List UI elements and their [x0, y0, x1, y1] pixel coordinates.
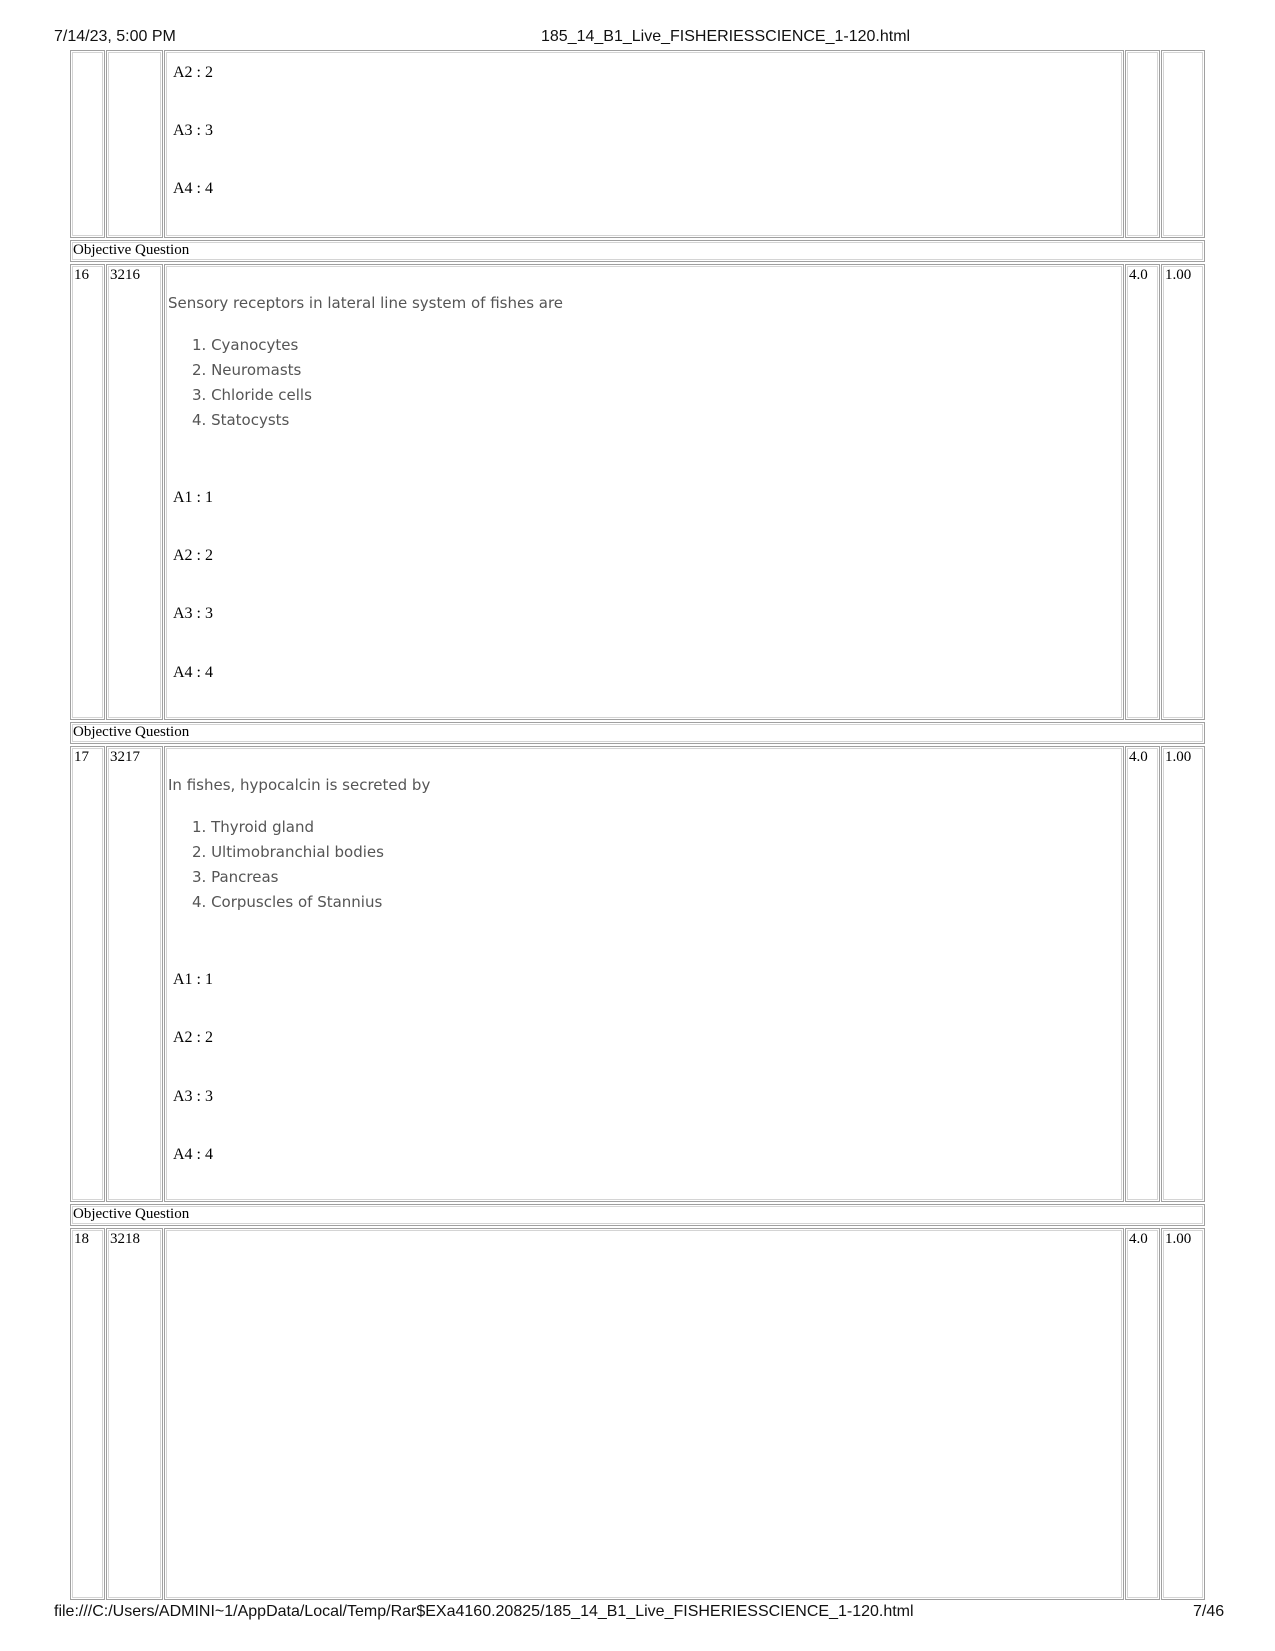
- choice-item: 1. Thyroid gland: [192, 818, 315, 836]
- section-label: Objective Question: [73, 242, 190, 258]
- choice-item: 4. Statocysts: [192, 411, 290, 429]
- marks-cell: [1125, 264, 1160, 720]
- section-label-row: [70, 722, 1205, 744]
- answer-option: A3 : 3: [173, 605, 213, 622]
- question-number: 16: [74, 267, 89, 283]
- choice-item: 2. Ultimobranchial bodies: [192, 843, 384, 861]
- question-number: 17: [74, 749, 89, 765]
- choice-item: 4. Corpuscles of Stannius: [192, 893, 383, 911]
- marks-value: 4.0: [1129, 1231, 1148, 1247]
- choice-item: 2. Neuromasts: [192, 361, 302, 379]
- negative-marks-cell: [1161, 746, 1205, 1202]
- question-stem: In fishes, hypocalcin is secreted by: [168, 776, 431, 794]
- answer-option: A3 : 3: [173, 1088, 213, 1105]
- sn-cell: [70, 264, 105, 720]
- question-number: 18: [74, 1231, 89, 1247]
- answer-option: A2 : 2: [173, 1029, 213, 1046]
- qid-cell: [106, 746, 163, 1202]
- choice-item: 3. Chloride cells: [192, 386, 312, 404]
- marks-cell: [1125, 50, 1160, 238]
- negative-marks-cell: [1161, 50, 1205, 238]
- negative-marks-value: 1.00: [1165, 267, 1192, 283]
- question-id: 3218: [110, 1231, 140, 1247]
- negative-marks-cell: [1161, 1228, 1205, 1600]
- question-cell: [164, 1228, 1124, 1600]
- print-doc-title: 185_14_B1_Live_FISHERIESSCIENCE_1-120.html: [541, 28, 911, 45]
- answer-option: A4 : 4: [173, 664, 213, 681]
- marks-value: 4.0: [1129, 749, 1148, 765]
- section-label: Objective Question: [73, 1206, 190, 1222]
- question-id: 3217: [110, 749, 140, 765]
- marks-value: 4.0: [1129, 267, 1148, 283]
- answer-option: A4 : 4: [173, 1146, 213, 1163]
- print-file-path: file:///C:/Users/ADMINI~1/AppData/Local/Temp/Rar$EXa4160.20825/185_14_B1_Live_FISHERIESSCIENCE_1-120.html: [54, 1603, 914, 1620]
- qid-cell: [106, 50, 163, 238]
- sn-cell: [70, 50, 105, 238]
- marks-cell: [1125, 1228, 1160, 1600]
- marks-cell: [1125, 746, 1160, 1202]
- choice-list: [192, 815, 384, 915]
- choice-item: 3. Pancreas: [192, 868, 279, 886]
- negative-marks-cell: [1161, 264, 1205, 720]
- negative-marks-value: 1.00: [1165, 749, 1192, 765]
- choice-list: [192, 333, 312, 433]
- section-label-row: [70, 240, 1205, 262]
- answer-option: A4 : 4: [173, 180, 213, 197]
- sn-cell: [70, 1228, 105, 1600]
- negative-marks-value: 1.00: [1165, 1231, 1192, 1247]
- section-label: Objective Question: [73, 724, 190, 740]
- print-datetime: 7/14/23, 5:00 PM: [54, 28, 176, 45]
- qid-cell: [106, 264, 163, 720]
- answer-option: A2 : 2: [173, 64, 213, 81]
- question-id: 3216: [110, 267, 140, 283]
- question-cell: [164, 50, 1124, 238]
- qid-cell: [106, 1228, 163, 1600]
- question-stem: Sensory receptors in lateral line system of fishes are: [168, 294, 564, 312]
- answer-option: A3 : 3: [173, 122, 213, 139]
- print-page-number: 7/46: [1193, 1603, 1225, 1620]
- sn-cell: [70, 746, 105, 1202]
- answer-option: A2 : 2: [173, 547, 213, 564]
- answer-option: A1 : 1: [173, 489, 213, 506]
- answer-option: A1 : 1: [173, 971, 213, 988]
- choice-item: 1. Cyanocytes: [192, 336, 299, 354]
- section-label-row: [70, 1204, 1205, 1226]
